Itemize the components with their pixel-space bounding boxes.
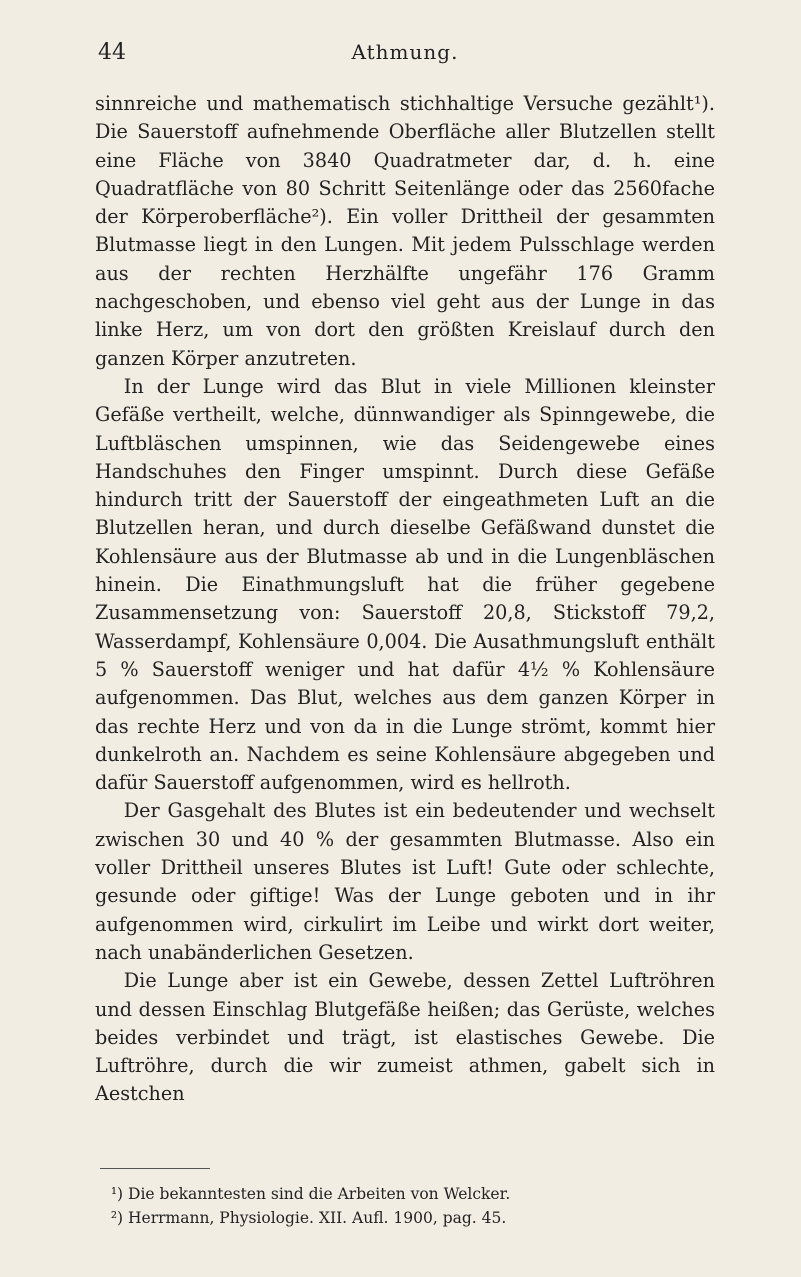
paragraph: Die Lunge aber ist ein Gewebe, dessen Zettel Luftröhren und dessen Einschlag Blutgefäße heißen; das Gerüste, welches beides verbindet und trägt, ist elastisches Gewebe. Die Luftröhre, durch die wir zumeist athmen, gabelt sich in Aestchen	[95, 969, 715, 1106]
running-title: Athmung.	[351, 40, 459, 64]
footnote: ²) Herrmann, Physiologie. XII. Aufl. 1900, pag. 45.	[110, 1209, 507, 1227]
page-number: 44	[98, 40, 126, 65]
footnote: ¹) Die bekanntesten sind die Arbeiten von Welcker.	[110, 1185, 511, 1203]
body-text	[95, 90, 715, 1109]
footnotes	[100, 1182, 710, 1230]
page-header	[80, 28, 730, 68]
paragraph: sinnreiche und mathematisch stichhaltige Versuche gezählt¹). Die Sauerstoff aufnehmende Oberfläche aller Blutzellen stellt eine Fläche von 3840 Quadratmeter dar, d. h. eine Quadratfläche von 80 Schritt Seitenlänge oder das 2560fache der Körperoberfläche²). Ein voller Drittheil der gesammten Blutmasse liegt in den Lungen. Mit jedem Pulsschlage werden aus der rechten Herzhälfte ungefähr 176 Gramm nachgeschoben, und ebenso viel geht aus der Lunge in das linke Herz, um von dort den größten Kreislauf durch den ganzen Körper anzutreten.	[95, 92, 715, 370]
footnote-divider	[100, 1168, 210, 1169]
paragraph: Der Gasgehalt des Blutes ist ein bedeutender und wechselt zwischen 30 und 40 % der gesammten Blutmasse. Also ein voller Drittheil unseres Blutes ist Luft! Gute oder schlechte, gesunde oder giftige! Was der Lunge geboten und in ihr aufgenommen wird, cirkulirt im Leibe und wirkt dort weiter, nach unabänderlichen Gesetzen.	[95, 799, 715, 964]
paragraph: In der Lunge wird das Blut in viele Millionen kleinster Gefäße vertheilt, welche, dünnwandiger als Spinngewebe, die Luftbläschen umspinnen, wie das Seidengewebe eines Handschuhes den Finger umspinnt. Durch diese Gefäße hindurch tritt der Sauerstoff der eingeathmeten Luft an die Blutzellen heran, und durch dieselbe Gefäßwand dunstet die Kohlensäure aus der Blutmasse ab und in die Lungenbläschen hinein. Die Einathmungsluft hat die früher gegebene Zusammensetzung von: Sauerstoff 20,8, Stickstoff 79,2, Wasserdampf, Kohlensäure 0,004. Die Ausathmungsluft enthält 5 % Sauerstoff weniger und hat dafür 4½ % Kohlensäure aufgenommen. Das Blut, welches aus dem ganzen Körper in das rechte Herz und von da in die Lunge strömt, kommt hier dunkelroth an. Nachdem es seine Kohlensäure abgegeben und dafür Sauerstoff aufgenommen, wird es hellroth.	[95, 374, 715, 795]
